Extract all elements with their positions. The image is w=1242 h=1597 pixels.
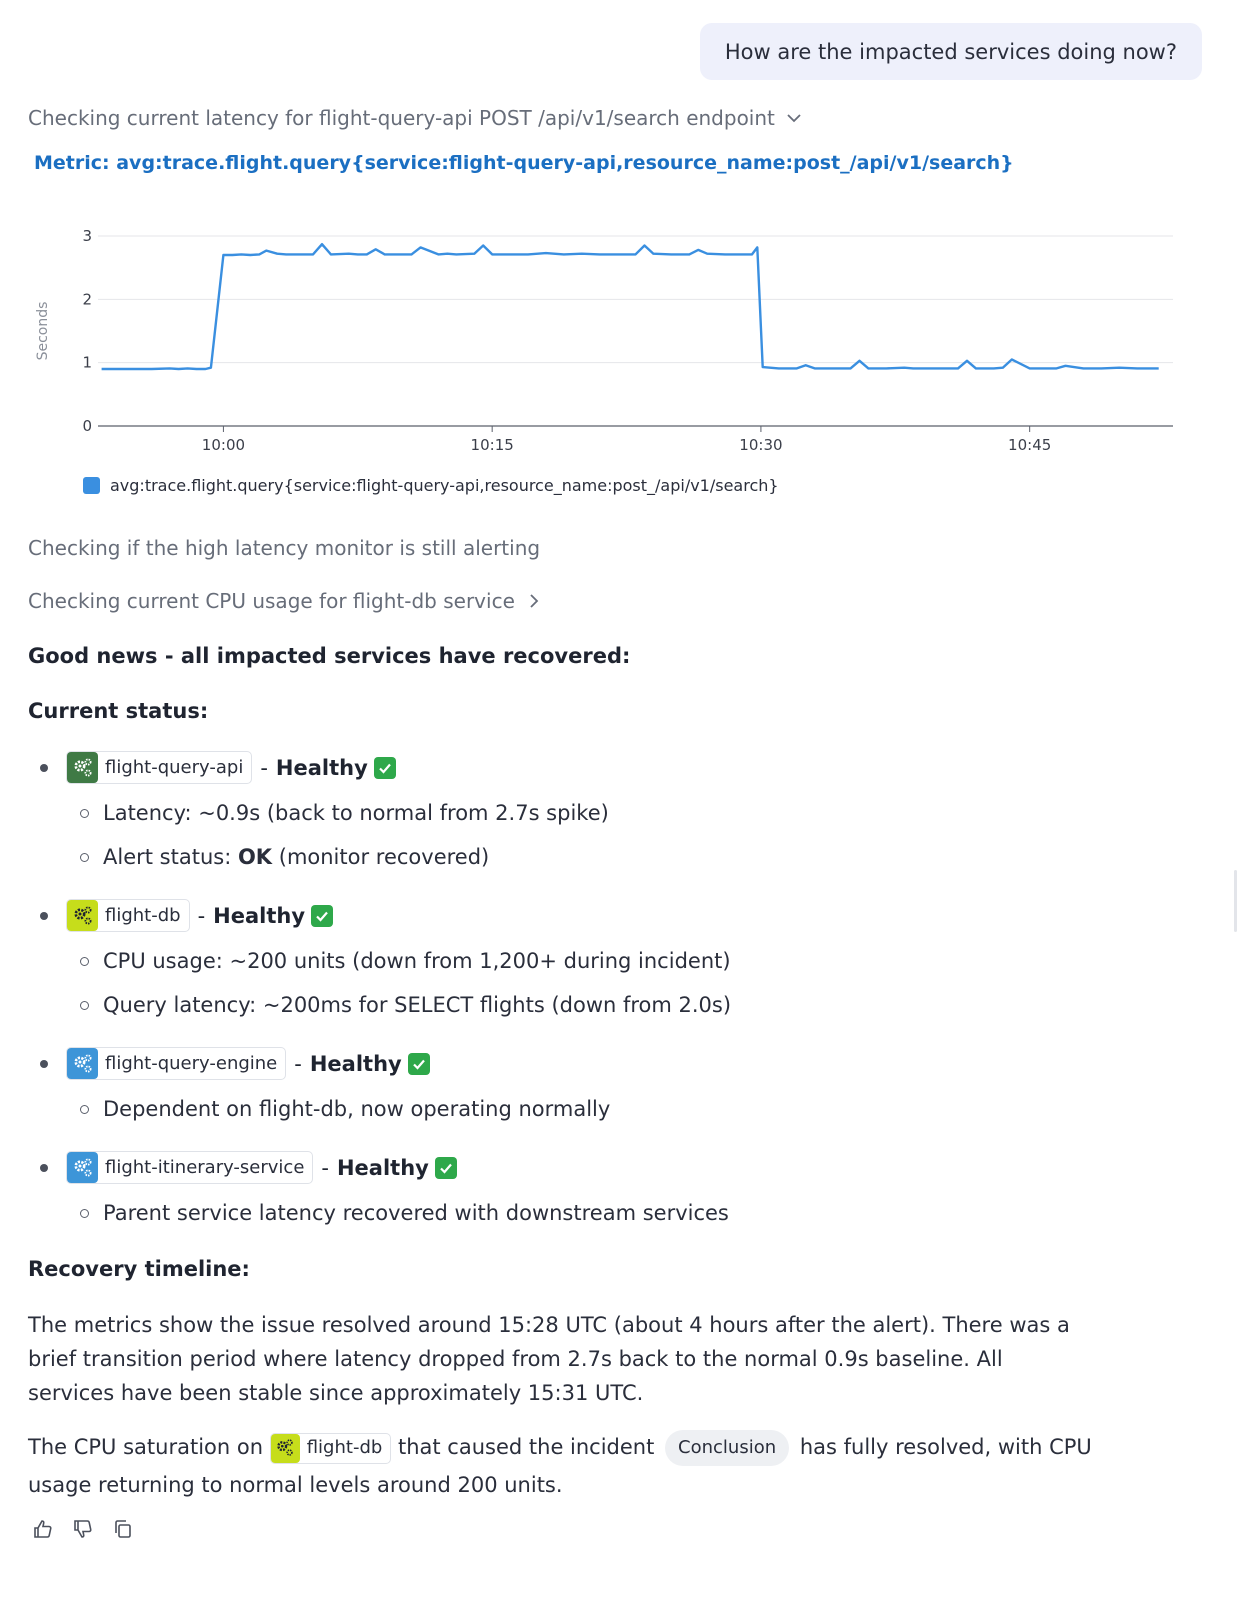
x-tick-label: 10:00 (201, 436, 246, 454)
bullet-icon (40, 764, 48, 772)
check-mark-icon (311, 905, 333, 927)
detail-text: CPU usage: ~200 units (down from 1,200+ during incident) (103, 949, 731, 973)
service-chip-label: flight-itinerary-service (105, 1157, 305, 1178)
service-item-flight-query-api: flight-query-api - Healthy (40, 751, 396, 784)
x-tick-label: 10:30 (739, 436, 783, 454)
chart-legend (83, 476, 779, 495)
check-mark-icon (374, 757, 396, 779)
chevron-right-icon (525, 592, 543, 610)
step-latency-check[interactable] (28, 106, 803, 130)
scrollbar-thumb[interactable] (1234, 870, 1237, 932)
service-item-flight-query-engine: flight-query-engine - Healthy (40, 1047, 430, 1080)
service-chip-label: flight-query-engine (105, 1053, 278, 1074)
bullet-icon (40, 1164, 48, 1172)
check-mark-icon (408, 1053, 430, 1075)
x-tick-label: 10:45 (1008, 436, 1052, 454)
service-chip-flight-db-inline[interactable] (270, 1433, 392, 1464)
x-tick-label: 10:15 (470, 436, 514, 454)
timeline-heading: Recovery timeline: (28, 1257, 250, 1281)
detail-item (80, 993, 731, 1017)
series-line (102, 244, 1159, 369)
y-tick-label: 1 (82, 353, 92, 372)
y-tick-label: 2 (82, 290, 92, 309)
copy-icon[interactable] (112, 1518, 134, 1540)
conclusion-middle: that caused the incident (397, 1435, 655, 1459)
detail-text: Parent service latency recovered with downstream services (103, 1201, 729, 1225)
detail-text: Latency: ~0.9s (back to normal from 2.7s spike) (103, 801, 609, 825)
sub-bullet-icon (80, 1209, 89, 1218)
check-mark-icon (435, 1157, 457, 1179)
service-status: Healthy (275, 755, 368, 780)
bullet-icon (40, 912, 48, 920)
message-actions (32, 1518, 134, 1540)
service-item-flight-itinerary-service: flight-itinerary-service - Healthy (40, 1151, 457, 1184)
conclusion-before: The CPU saturation on (28, 1435, 264, 1459)
y-tick-label: 0 (82, 417, 92, 435)
sub-bullet-icon (80, 809, 89, 818)
alert-value: OK (237, 845, 273, 869)
status-heading: Current status: (28, 699, 209, 723)
service-chip-label: flight-db (306, 1437, 383, 1458)
service-chip-flight-db[interactable] (66, 899, 190, 932)
service-chip-label: flight-query-api (105, 757, 244, 778)
gears-icon (67, 900, 98, 931)
sub-bullet-icon (80, 1001, 89, 1010)
thumbs-down-icon[interactable] (72, 1518, 94, 1540)
legend-label: avg:trace.flight.query{service:flight-query-api,resource_name:post_/api/v1/search} (110, 476, 779, 495)
latency-line-chart (28, 215, 1188, 470)
service-chip-flight-itinerary-service[interactable] (66, 1151, 313, 1184)
step-monitor-check-label: Checking if the high latency monitor is still alerting (28, 536, 541, 560)
thumbs-up-icon[interactable] (32, 1518, 54, 1540)
service-chip-flight-query-engine[interactable] (66, 1047, 286, 1080)
y-tick-label: 3 (82, 227, 92, 245)
y-axis-label: Seconds (35, 301, 51, 361)
alert-prefix: Alert status: (103, 845, 238, 869)
conclusion-pill[interactable]: Conclusion (665, 1430, 789, 1466)
legend-swatch (83, 477, 100, 494)
service-status: Healthy (336, 1155, 429, 1180)
step-monitor-check[interactable] (28, 536, 540, 560)
service-item-flight-db: flight-db - Healthy (40, 899, 333, 932)
alert-suffix: (monitor recovered) (272, 845, 490, 869)
chevron-down-icon (785, 109, 803, 127)
conclusion-paragraph (28, 1428, 1098, 1504)
gears-icon (271, 1434, 300, 1463)
sub-bullet-icon (80, 957, 89, 966)
sub-bullet-icon (80, 853, 89, 862)
user-message-text: How are the impacted services doing now? (724, 39, 1177, 64)
gears-icon (67, 1048, 98, 1079)
detail-item (80, 1097, 610, 1121)
conclusion-after: has fully resolved, with CPU usage returning to normal levels around 200 units. (28, 1435, 1092, 1497)
detail-item-alert-status (80, 845, 489, 869)
step-latency-check-label: Checking current latency for flight-query-api POST /api/v1/search endpoint (28, 106, 775, 130)
gears-icon (67, 752, 98, 783)
timeline-paragraph: The metrics show the issue resolved around 15:28 UTC (about 4 hours after the alert). There was a brief transition period where latency dropped from 2.7s back to the normal 0.9s baseline. All services have been stable since approximately 15:31 UTC. (28, 1313, 1070, 1405)
detail-item (80, 801, 609, 825)
summary-heading: Good news - all impacted services have recovered: (28, 644, 631, 668)
step-cpu-check-label: Checking current CPU usage for flight-db service (28, 589, 515, 613)
service-status: Healthy (213, 903, 306, 928)
detail-text: Dependent on flight-db, now operating normally (103, 1097, 611, 1121)
gears-icon (67, 1152, 98, 1183)
step-cpu-check[interactable] (28, 589, 543, 613)
user-message-bubble (700, 23, 1202, 80)
sub-bullet-icon (80, 1105, 89, 1114)
service-chip-label: flight-db (105, 905, 181, 926)
detail-text: Query latency: ~200ms for SELECT flights (down from 2.0s) (103, 993, 732, 1017)
service-status: Healthy (309, 1051, 402, 1076)
metric-title: Metric: avg:trace.flight.query{service:flight-query-api,resource_name:post_/api/v1/search} (34, 152, 1014, 174)
detail-item (80, 1201, 729, 1225)
detail-item (80, 949, 731, 973)
bullet-icon (40, 1060, 48, 1068)
service-chip-flight-query-api[interactable] (66, 751, 252, 784)
